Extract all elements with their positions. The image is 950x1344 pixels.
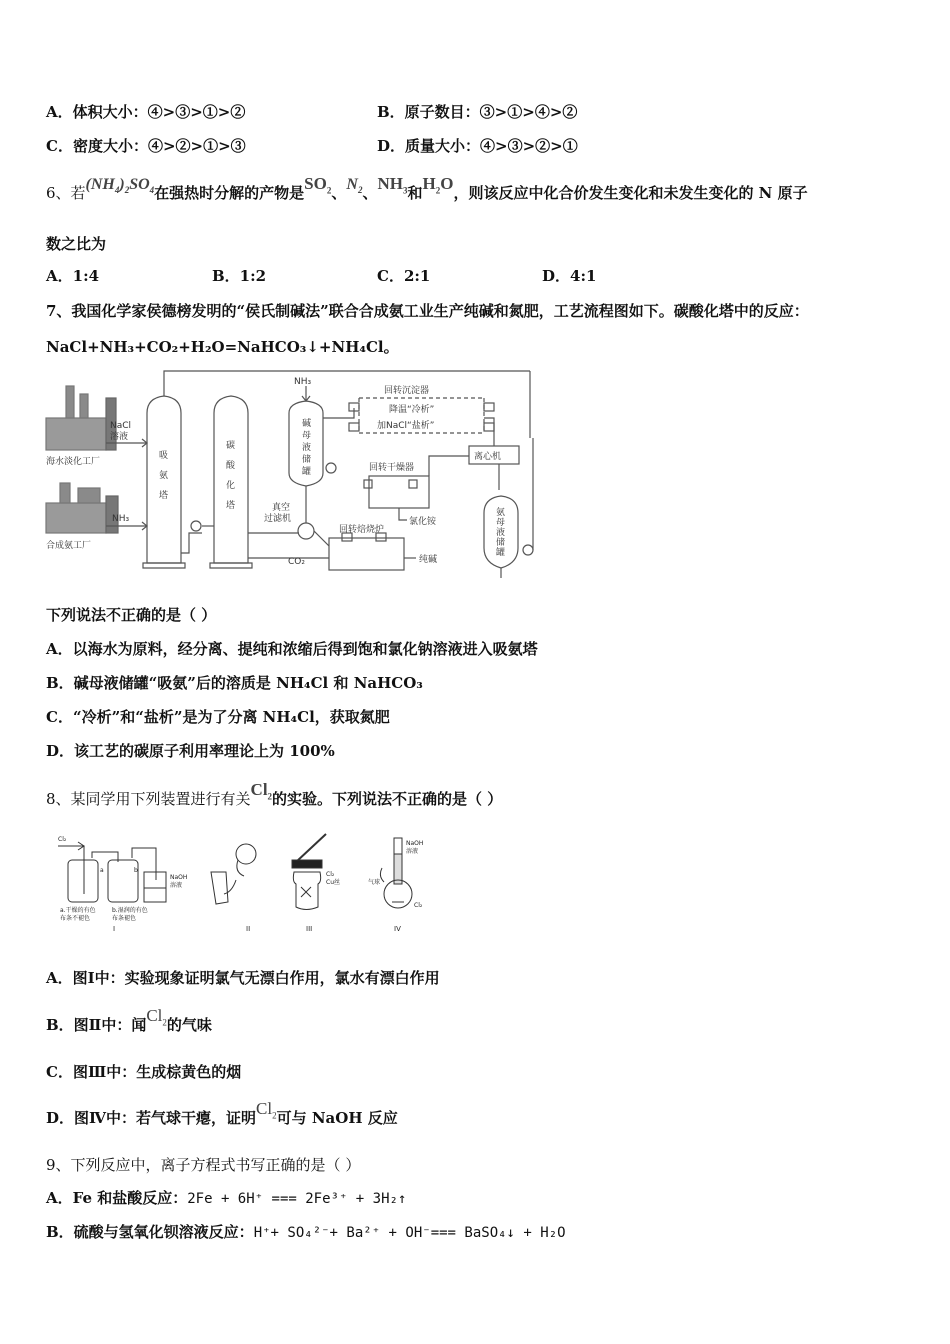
diag-settler: 回转沉淀器 (384, 386, 430, 396)
diag-settler-1: 降温“冷析” (389, 405, 435, 415)
q8-stem-b: 的实验。下列说法不正确的是（ ） (272, 790, 503, 808)
diag-ammonia-1: 氨 (496, 508, 506, 518)
diag-absorb-2: 氨 (159, 471, 169, 481)
q8-option-d-cl2: $Cl_2$ (256, 1099, 277, 1121)
q6-n2: $N_2$ (346, 176, 363, 196)
q6-nh3: $NH_3$ (377, 174, 408, 196)
fig-cl2-iii: Cl₂ (326, 871, 335, 878)
fig-cl2-in: Cl₂ (58, 836, 67, 843)
diag-nh3-top: NH₃ (294, 377, 312, 387)
q6-sep1: 、 (331, 184, 347, 202)
fig-naoh-b: 溶液 (170, 882, 183, 889)
fig-label-4: IV (394, 925, 401, 933)
q8-option-a: A．图Ⅰ中：实验现象证明氯气无漂白作用，氯水有漂白作用 (46, 969, 440, 987)
diag-co2: CO₂ (288, 557, 305, 567)
fig-label-1: I (113, 925, 116, 933)
q5-option-d: D．质量大小：④>③>②>① (377, 137, 578, 155)
fig-cu-iii: Cu丝 (326, 879, 340, 886)
diag-mother-4: 储 (302, 455, 312, 465)
q6-sep2: 、 (362, 184, 378, 202)
q8-stem-a: 8、某同学用下列装置进行有关 (46, 790, 251, 808)
q9-option-a (46, 1188, 406, 1209)
diag-carbon-1: 碳 (226, 441, 236, 451)
q6-so2: $SO_2$ (304, 174, 332, 196)
q5-options-row2 (46, 136, 906, 158)
q7-option-c: C．“冷析”和“盐析”是为了分离 NH₄Cl，获取氮肥 (46, 708, 390, 726)
q7-option-a: A．以海水为原料，经分离、提纯和浓缩后得到饱和氯化钠溶液进入吸氨塔 (46, 640, 538, 658)
q6-option-d: D．4:1 (542, 267, 597, 285)
fig-cap-a2: 布条不褪色 (60, 915, 91, 922)
q6-options (46, 266, 906, 288)
fig-a: a (100, 867, 104, 874)
fig-label-3: III (306, 925, 313, 933)
diag-ammonia-2: 母 (496, 518, 506, 528)
q8-option-b-b: 的气味 (166, 1016, 212, 1034)
diag-vacuum-a: 真空 (272, 503, 291, 513)
q7-option-d: D．该工艺的碳原子利用率理论上为 100% (46, 742, 335, 760)
fig-label-2: II (246, 925, 251, 933)
fig-balloon: 气球 (368, 879, 381, 886)
diag-ammonia-3: 液 (496, 528, 506, 538)
diag-absorb-3: 塔 (159, 491, 169, 501)
q6-suffix: ，则该反应中化合价发生变化和未发生变化的 N 原子 (453, 184, 808, 202)
q7-ask: 下列说法不正确的是（ ） (46, 606, 217, 624)
q8-option-b-cl2: $Cl_2$ (146, 1006, 167, 1028)
diag-mother-1: 碱 (302, 419, 312, 429)
diag-carbon-3: 化 (226, 481, 236, 491)
diag-nh4cl: 氯化铵 (409, 517, 437, 527)
q8-apparatus-figure (56, 832, 436, 937)
q8-option-d-b: 可与 NaOH 反应 (276, 1109, 398, 1127)
q5-option-a: A．体积大小：④>③>①>② (46, 103, 246, 121)
diag-dryer: 回转干燥器 (369, 463, 415, 473)
q7-stem: 7、我国化学家侯德榜发明的“侯氏制碱法”联合合成氨工业生产纯碱和氮肥，工艺流程图如下。碳酸化塔中的反应： (46, 302, 809, 320)
q6-option-b: B．1:2 (212, 267, 267, 285)
q8-option-c: C．图Ⅲ中：生成棕黄色的烟 (46, 1063, 242, 1081)
fig-naoh-iv-b: 溶液 (406, 848, 419, 855)
diag-mother-2: 母 (302, 431, 312, 441)
q6-option-c: C．2:1 (377, 267, 431, 285)
diag-nacl-b: 溶液 (110, 432, 129, 442)
q9-option-a-equation: 2Fe + 6H⁺ === 2Fe³⁺ + 3H₂↑ (187, 1191, 407, 1207)
q8-option-d (46, 1099, 398, 1134)
q9-option-a-text: A．Fe 和盐酸反应： (46, 1189, 188, 1207)
diag-nh3: NH₃ (112, 514, 130, 524)
q8-option-b (46, 1006, 212, 1041)
fig-cl2-iv: Cl₂ (414, 902, 423, 909)
q6-option-a: A．1:4 (46, 267, 100, 285)
diag-carbon-4: 塔 (226, 501, 236, 511)
q9-option-b (46, 1222, 566, 1243)
diag-ammonia-plant: 合成氨工厂 (46, 541, 92, 551)
q8-option-d-a: D．图Ⅳ中：若气球干瘪，证明 (46, 1109, 257, 1127)
q6-prefix: 6、若 (46, 184, 86, 202)
q8-option-b-a: B．图Ⅱ中：闻 (46, 1016, 147, 1034)
q8-cl2: $Cl_2$ (250, 780, 273, 802)
q8-stem (46, 780, 503, 815)
q7-process-diagram (44, 368, 534, 578)
fig-naoh-iv-a: NaOH (406, 840, 424, 847)
q7-option-b: B．碱母液储罐“吸氨”后的溶质是 NH₄Cl 和 NaHCO₃ (46, 674, 423, 692)
q6-h2o: $H_2O$ (422, 174, 454, 196)
q5-option-c: C．密度大小：④>②>①>③ (46, 137, 246, 155)
diag-mother-3: 液 (302, 443, 312, 453)
fig-cap-b1: b.湿润的有色 (112, 907, 148, 914)
diag-vacuum-b: 过滤机 (264, 514, 292, 524)
diag-calciner: 回转焙烧炉 (339, 525, 385, 535)
q6-mid: 在强热时分解的产物是 (154, 184, 305, 202)
diag-centrifuge: 离心机 (474, 452, 502, 462)
fig-cap-b2: 布条褪色 (112, 915, 137, 922)
diag-mother-5: 罐 (302, 467, 312, 477)
q5-options-row1 (46, 102, 906, 124)
diag-absorb-1: 吸 (159, 451, 169, 461)
fig-cap-a1: a.干燥的有色 (60, 907, 96, 914)
diag-seawater-plant: 海水淡化工厂 (46, 457, 101, 467)
diag-soda: 纯碱 (419, 555, 438, 565)
q9-stem: 9、下列反应中，离子方程式书写正确的是（ ） (46, 1156, 361, 1174)
diag-nacl-a: NaCl (110, 421, 132, 431)
q9-option-b-equation: H⁺+ SO₄²⁻+ Ba²⁺ + OH⁻=== BaSO₄↓ + H₂O (253, 1225, 566, 1241)
q6-stem-line2: 数之比为 (46, 235, 107, 253)
fig-naoh-a: NaOH (170, 874, 188, 881)
q7-equation: NaCl+NH₃+CO₂+H₂O=NaHCO₃↓+NH₄Cl。 (46, 338, 399, 356)
fig-b: b (134, 867, 138, 874)
q6-formula: $(NH_4)_2SO_4$ (85, 176, 155, 196)
q6-stem (46, 174, 808, 209)
q5-option-b: B．原子数目：③>①>④>② (377, 103, 578, 121)
diag-carbon-2: 酸 (226, 461, 236, 471)
q9-option-b-text: B．硫酸与氢氧化钡溶液反应： (46, 1223, 254, 1241)
diag-settler-2: 加NaCl“盐析” (377, 421, 435, 431)
q6-and: 和 (407, 184, 423, 202)
diag-ammonia-4: 储 (496, 538, 506, 548)
diag-ammonia-5: 罐 (496, 548, 506, 558)
